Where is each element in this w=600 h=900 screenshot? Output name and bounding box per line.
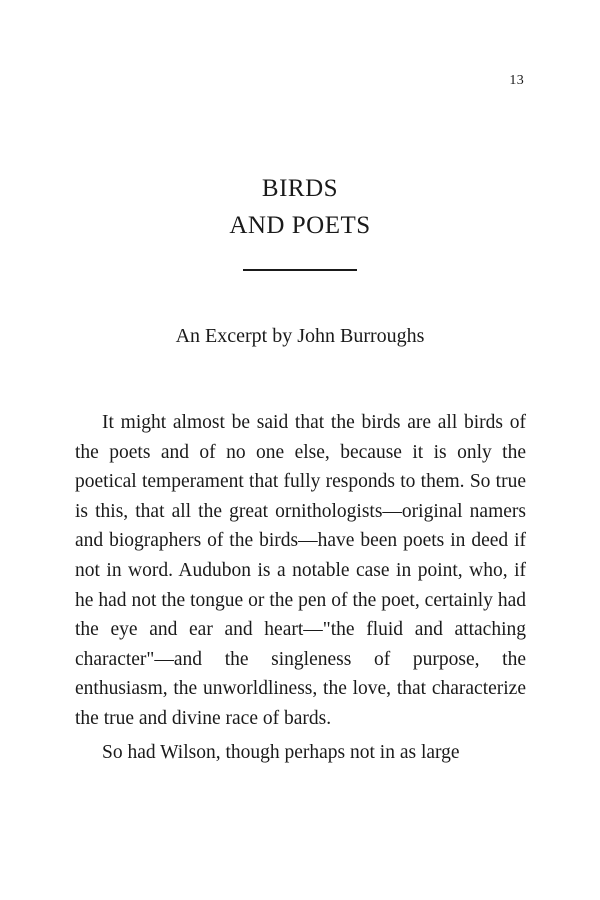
page-number: 13 <box>509 73 524 88</box>
paragraph: It might almost be said that the birds are all birds of the poets and of no one else, because it is only the poetical temperament that fully responds to them. So true is this, that all the great ornithologists—original namers and biographers of the birds—have been poets in deed if not in word. Audubon is a notable case in point, who, if he had not the tongue or the pen of the poet, certainly had the eye and ear and heart—"the fluid and attaching character"—and the singleness of purpose, the enthusiasm, the unworldliness, the love, that characterize the true and divine race of bards. <box>75 412 526 729</box>
paragraph: So had Wilson, though perhaps not in as large <box>102 741 460 763</box>
body-text <box>75 408 526 767</box>
chapter-title-line-1: BIRDS <box>261 175 339 202</box>
chapter-title-line-2: AND POETS <box>229 212 371 239</box>
title-divider <box>243 269 357 271</box>
chapter-subtitle: An Excerpt by John Burroughs <box>175 325 425 347</box>
chapter-title <box>0 170 600 244</box>
